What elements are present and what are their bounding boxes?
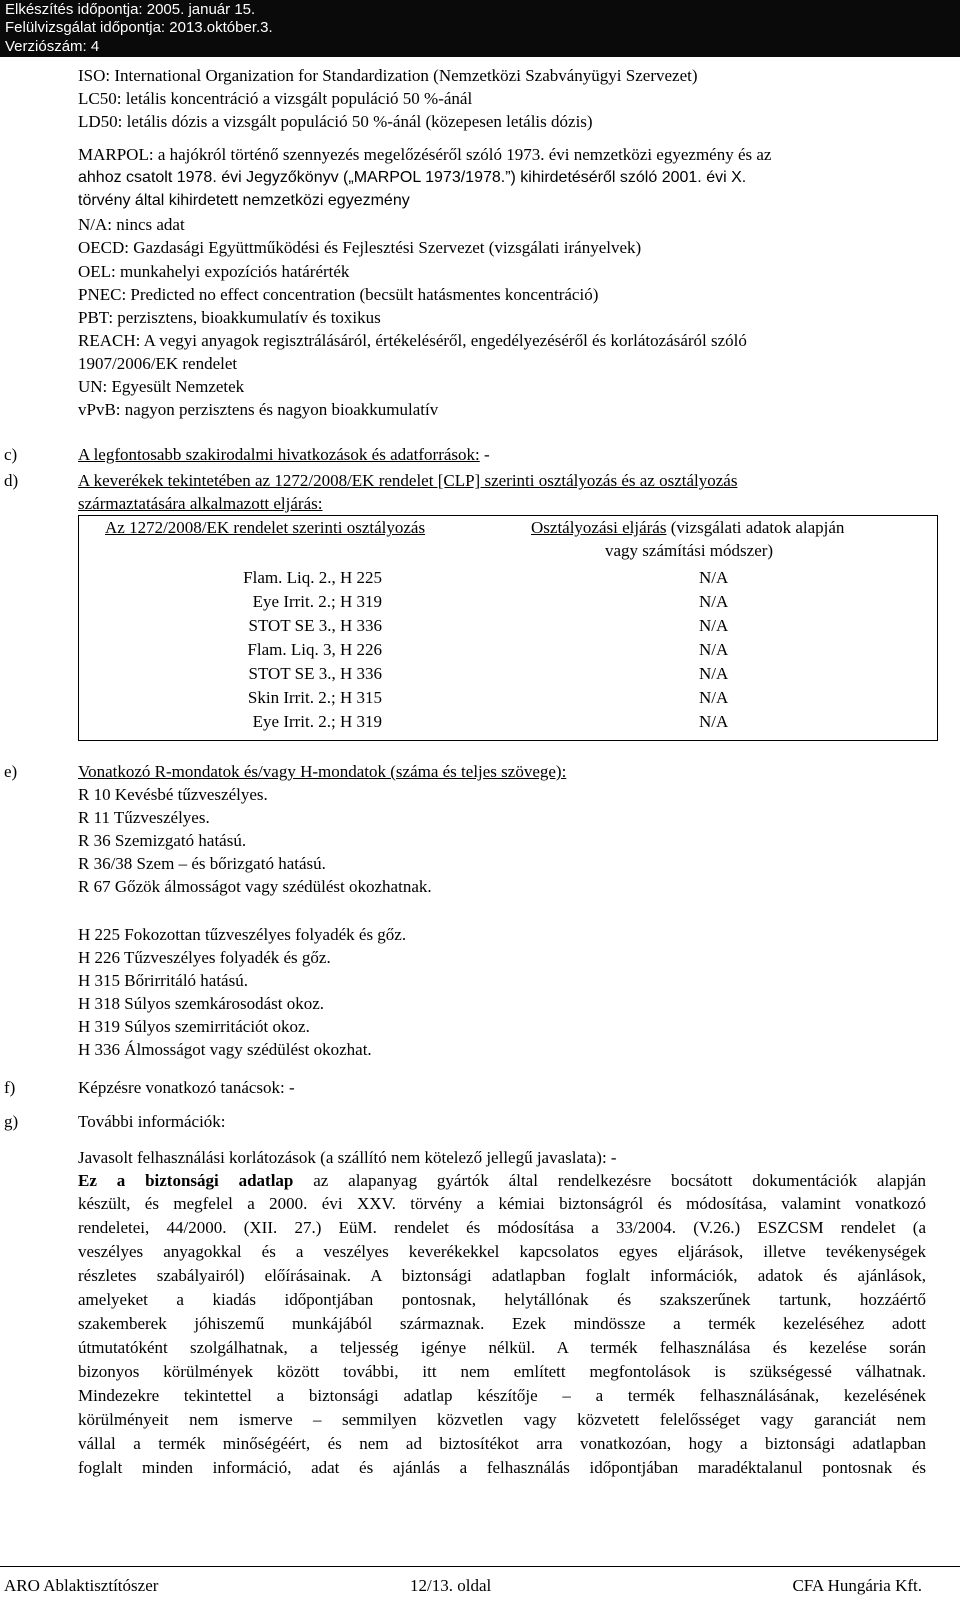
section-c-heading (78, 443, 490, 466)
r-phrase: R 67 Gőzök álmosságot vagy szédülést okozhatnak. (78, 877, 432, 896)
usage-restrictions: Javasolt felhasználási korlátozások (a szállító nem kötelező jellegű javaslata): - (78, 1148, 617, 1167)
abbr-oel: OEL: munkahelyi expozíciós határérték (78, 262, 350, 281)
abbr-na: N/A: nincs adat (78, 215, 185, 234)
disclaimer-bold-lead: Ez a biztonsági adatlap (78, 1171, 294, 1190)
table-header-classification: Az 1272/2008/EK rendelet szerinti osztályozás (105, 518, 426, 537)
table-row-4-procedure: N/A (699, 640, 729, 659)
version-number: Verziószám: 4 (5, 38, 100, 55)
table-row-2-classification: Eye Irrit. 2.; H 319 (252, 592, 382, 611)
table-header-procedure (531, 516, 844, 539)
footer-product-name: ARO Ablaktisztítószer (4, 1576, 159, 1595)
section-d-title-2: származtatására alkalmazott eljárás: (78, 494, 323, 513)
disclaimer-line: veszélyes anyagokkal és a veszélyes keverékekkel kapcsolatos egyes eljárások, illetve tevékenységek (78, 1242, 926, 1261)
section-c-value: - (479, 445, 490, 464)
table-row-7-classification: Eye Irrit. 2.; H 319 (252, 712, 382, 731)
h-phrase: H 315 Bőrirritáló hatású. (78, 971, 248, 990)
abbr-vpvb: vPvB: nagyon perzisztens és nagyon bioakkumulatív (78, 400, 439, 419)
section-e-title: Vonatkozó R-mondatok és/vagy H-mondatok (száma és teljes szövege): (78, 762, 567, 781)
h-phrase: H 318 Súlyos szemkárosodást okoz. (78, 994, 325, 1013)
abbr-marpol-1: MARPOL: a hajókról történő szennyezés megelőzéséről szóló 1973. évi nemzetközi egyezmény és az (78, 145, 772, 164)
r-phrase: R 36 Szemizgató hatású. (78, 831, 247, 850)
revision-date: Felülvizsgálat időpontja: 2013.október.3. (5, 19, 273, 36)
disclaimer-line-rest: az alapanyag gyártók által rendelkezésre bocsátott dokumentációk alapján (293, 1171, 927, 1190)
r-phrase: R 11 Tűzveszélyes. (78, 808, 210, 827)
section-g-label: g) (4, 1112, 19, 1131)
h-phrase: H 225 Fokozottan tűzveszélyes folyadék és gőz. (78, 925, 407, 944)
h-phrase: H 336 Álmosságot vagy szédülést okozhat. (78, 1040, 372, 1059)
disclaimer-line: rendeletei, 44/2000. (XII. 27.) EüM. rendelet és módosítása a 33/2004. (V.26.) ESZCSM rendelet (a (78, 1218, 926, 1237)
abbr-un: UN: Egyesült Nemzetek (78, 377, 245, 396)
section-g-text: További információk: (78, 1112, 226, 1131)
abbr-pnec: PNEC: Predicted no effect concentration (becsült hatásmentes koncentráció) (78, 285, 599, 304)
disclaimer-line: szakemberek jóhiszemű munkájából származnak. Ezek mindössze a termék kezeléséhez adott (78, 1314, 926, 1333)
table-row-6-procedure: N/A (699, 688, 729, 707)
table-header-procedure-rest: (vizsgálati adatok alapján (666, 518, 845, 537)
h-phrase: H 319 Súlyos szemirritációt okoz. (78, 1017, 310, 1036)
table-row-3-procedure: N/A (699, 616, 729, 635)
disclaimer-line: foglalt minden információ, adat és ajánlás a felhasználás időpontjában maradéktalanul pontosnak és (78, 1458, 926, 1477)
table-header-procedure-u: Osztályozási eljárás (531, 518, 667, 537)
table-row-1-classification: Flam. Liq. 2., H 225 (243, 568, 382, 587)
section-d-title-1: A keverékek tekintetében az 1272/2008/EK rendelet [CLP] szerinti osztályozás és az osztályozás (78, 471, 738, 490)
disclaimer-line: készült, és megfelel a 2000. évi XXV. törvény a kémiai biztonságról és módosítása, valamint vonatkozó (78, 1194, 926, 1213)
disclaimer-line: útmutatóként szolgálhatnak, a teljesség igénye nélkül. A termék felhasználása és kezelése során (78, 1338, 926, 1357)
disclaimer-line: amelyeket a kiadás időpontjában pontosnak, helytállónak és szakszerűnek tartunk, hozzáértő (78, 1290, 926, 1309)
section-c-title: A legfontosabb szakirodalmi hivatkozások és adatforrások: (78, 445, 480, 464)
table-row-1-procedure: N/A (699, 568, 729, 587)
abbr-iso: ISO: International Organization for Standardization (Nemzetközi Szabványügyi Szervezet) (78, 66, 698, 85)
section-e-label: e) (4, 762, 18, 781)
disclaimer-line: Mindezekre tekintettel a biztonsági adatlap készítője – a termék felhasználásának, kezelésének (78, 1386, 926, 1405)
abbr-reach-2: 1907/2006/EK rendelet (78, 354, 238, 373)
classification-table (78, 515, 938, 741)
abbr-oecd: OECD: Gazdasági Együttműködési és Fejlesztési Szervezet (vizsgálati irányelvek) (78, 238, 642, 257)
footer-company-name: CFA Hungária Kft. (792, 1576, 922, 1595)
table-row-5-classification: STOT SE 3., H 336 (248, 664, 382, 683)
abbr-marpol-3: törvény által kihirdetett nemzetközi egyezmény (78, 192, 410, 209)
section-f-text: Képzésre vonatkozó tanácsok: - (78, 1078, 295, 1097)
disclaimer-line: vállal a termék minőségéért, és nem ad biztosítékot arra vonatkozóan, hogy a biztonsági adatlapban (78, 1434, 926, 1453)
disclaimer-line (78, 1169, 926, 1192)
table-row-7-procedure: N/A (699, 712, 729, 731)
disclaimer-line: részletes szabályairól) előírásainak. A biztonsági adatlapban foglalt információk, adatok és ajánlások, (78, 1266, 926, 1285)
footer-page-number: 12/13. oldal (410, 1576, 492, 1595)
table-row-3-classification: STOT SE 3., H 336 (248, 616, 382, 635)
document-header (0, 0, 960, 57)
r-phrase: R 10 Kevésbé tűzveszélyes. (78, 785, 268, 804)
table-row-4-classification: Flam. Liq. 3, H 226 (247, 640, 382, 659)
h-phrase: H 226 Tűzveszélyes folyadék és gőz. (78, 948, 331, 967)
abbr-reach-1: REACH: A vegyi anyagok regisztrálásáról, értékeléséről, engedélyezéséről és korlátozásáról szóló (78, 331, 747, 350)
table-row-6-classification: Skin Irrit. 2.; H 315 (247, 688, 382, 707)
disclaimer-line: bizonyos körülmények között további, itt nem említett megfontolások is szükségessé válhatnak. (78, 1362, 926, 1381)
created-date: Elkészítés időpontja: 2005. január 15. (5, 1, 256, 18)
section-f-label: f) (4, 1078, 16, 1097)
abbr-ld50: LD50: letális dózis a vizsgált populáció 50 %-ánál (közepesen letális dózis) (78, 112, 593, 131)
abbr-lc50: LC50: letális koncentráció a vizsgált populáció 50 %-ánál (78, 89, 473, 108)
section-c-label: c) (4, 445, 18, 464)
table-row-5-procedure: N/A (699, 664, 729, 683)
abbr-pbt: PBT: perzisztens, bioakkumulatív és toxikus (78, 308, 381, 327)
abbr-marpol-2: ahhoz csatolt 1978. évi Jegyzőkönyv („MARPOL 1973/1978.”) kihirdetéséről szóló 2001. évi X. (78, 169, 747, 186)
disclaimer-line: körülményeit nem ismerve – semmilyen közvetlen vagy közvetett felelősséget vagy garanciát nem (78, 1410, 926, 1429)
footer-divider (0, 1566, 960, 1567)
section-d-label: d) (4, 471, 19, 490)
r-phrase: R 36/38 Szem – és bőrizgató hatású. (78, 854, 326, 873)
table-row-2-procedure: N/A (699, 592, 729, 611)
table-header-procedure-2: vagy számítási módszer) (605, 541, 774, 560)
